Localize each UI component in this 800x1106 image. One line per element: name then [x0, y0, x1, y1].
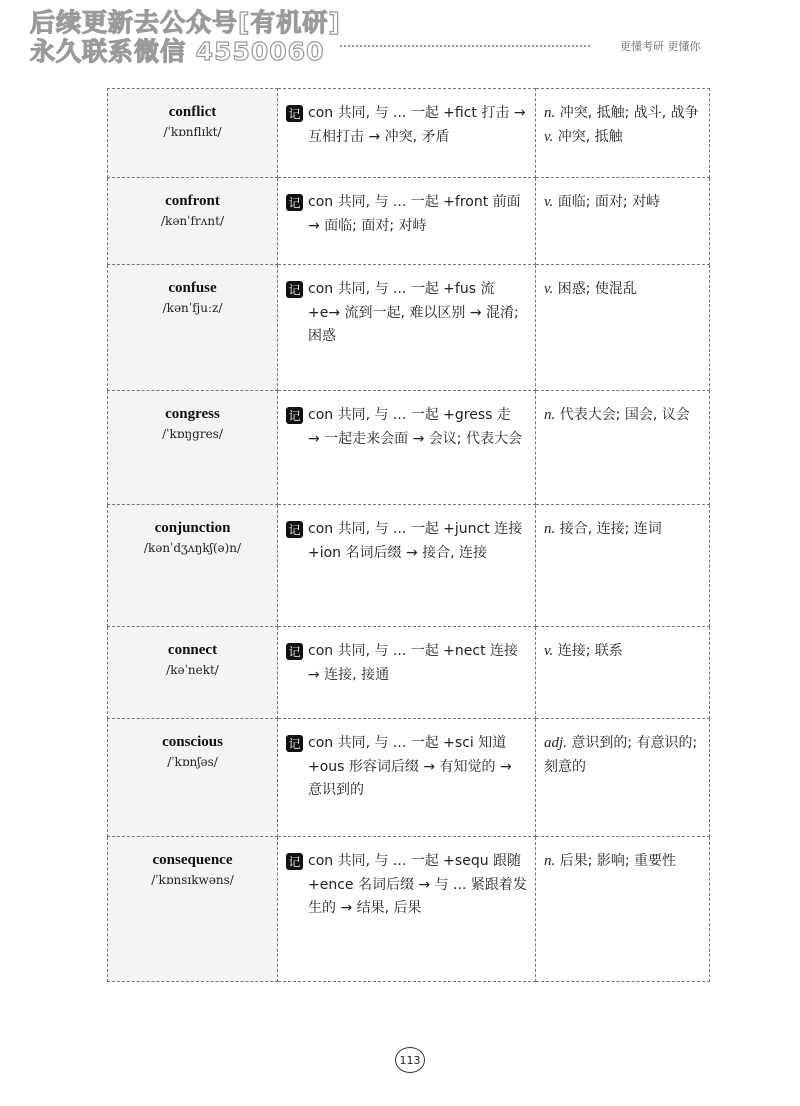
memory-tip-cell: [278, 178, 536, 265]
meanings: [544, 732, 701, 779]
memory-tip: [286, 278, 527, 349]
memory-tip: [286, 102, 527, 149]
memory-tip-cell: [278, 89, 536, 178]
memo-icon: 记: [286, 407, 303, 424]
meaning-text: 接合, 连接; 连词: [559, 521, 662, 537]
part-of-speech: n.: [544, 853, 556, 869]
word-cell: [108, 89, 278, 178]
memory-tip-text: con 共同, 与 ... 一起 +fict 打击 → 互相打击 → 冲突, 矛盾: [308, 105, 526, 145]
memo-icon: 记: [286, 194, 303, 211]
vocabulary-table: [107, 88, 710, 982]
watermark-line-2: 永久联系微信 4550060: [30, 37, 325, 66]
phonetic: /kənˈdʒʌŋkʃ(ə)n/: [143, 541, 242, 555]
meanings: [544, 102, 701, 149]
word-cell: [108, 265, 278, 391]
memory-tip: [286, 518, 527, 565]
part-of-speech: n.: [544, 407, 556, 423]
word-cell: [108, 391, 278, 505]
phonetic: /ˈkɒnflɪkt/: [163, 125, 222, 139]
headword: congress: [165, 406, 220, 422]
memory-tip-cell: [278, 837, 536, 982]
phonetic: /kənˈfrʌnt/: [161, 214, 224, 228]
meanings: [544, 850, 701, 874]
meaning-line: [544, 518, 701, 542]
header-divider: [340, 45, 590, 47]
meaning-line: [544, 850, 701, 874]
meaning-cell: [536, 505, 710, 627]
watermark-line-1: 后续更新去公众号[有机研]: [30, 8, 341, 37]
meaning-text: 冲突, 抵触: [557, 128, 623, 145]
part-of-speech: adj.: [544, 735, 567, 751]
headword: connect: [167, 642, 218, 658]
table-row: [108, 627, 710, 719]
memo-icon: 记: [286, 105, 303, 122]
phonetic: /ˈkɒnsɪkwəns/: [151, 873, 234, 887]
memory-tip-text: con 共同, 与 ... 一起 +gress 走 → 一起走来会面 → 会议; 代表大会: [308, 407, 522, 447]
meaning-text: 后果; 影响; 重要性: [559, 853, 677, 869]
meanings: [544, 640, 701, 664]
headword: conflict: [168, 104, 217, 120]
memory-tip-cell: [278, 265, 536, 391]
headword: confront: [165, 193, 220, 209]
table-row: [108, 265, 710, 391]
word-cell: [108, 178, 278, 265]
memo-icon: 记: [286, 643, 303, 660]
table-row: [108, 837, 710, 982]
memo-icon: 记: [286, 853, 303, 870]
headword: conscious: [162, 734, 223, 750]
meaning-line: [544, 732, 701, 779]
word-cell: [108, 627, 278, 719]
meaning-cell: [536, 719, 710, 837]
phonetic: /kənˈfjuːz/: [162, 301, 223, 315]
phonetic: /ˈkɒnʃəs/: [167, 755, 218, 769]
meanings: [544, 404, 701, 428]
part-of-speech: n.: [544, 521, 556, 537]
memo-icon: 记: [286, 735, 303, 752]
headword: consequence: [152, 852, 233, 868]
vocabulary-table-body: [108, 89, 710, 982]
table-row: [108, 178, 710, 265]
table-row: [108, 89, 710, 178]
meaning-cell: [536, 178, 710, 265]
memory-tip-text: con 共同, 与 ... 一起 +sequ 跟随 +ence 名词后缀 → 与 ... 紧跟着发生的 → 结果, 后果: [308, 853, 527, 916]
word-cell: [108, 505, 278, 627]
memory-tip-text: con 共同, 与 ... 一起 +junct 连接 +ion 名词后缀 → 接合, 连接: [308, 521, 523, 561]
page-number: 113: [395, 1047, 425, 1073]
meaning-cell: [536, 627, 710, 719]
meaning-line: [544, 126, 701, 150]
meanings: [544, 518, 701, 542]
memory-tip-text: con 共同, 与 ... 一起 +nect 连接 → 连接, 接通: [308, 643, 519, 683]
memory-tip: [286, 404, 527, 451]
headword: conjunction: [154, 520, 231, 536]
memory-tip-text: con 共同, 与 ... 一起 +front 前面 → 面临; 面对; 对峙: [308, 194, 521, 234]
meaning-text: 冲突, 抵触; 战斗, 战争: [559, 105, 699, 121]
memory-tip-text: con 共同, 与 ... 一起 +fus 流 +e→ 流到一起, 难以区别 → 混淆; 困惑: [308, 281, 519, 344]
memory-tip: [286, 850, 527, 921]
memory-tip: [286, 640, 527, 687]
meaning-cell: [536, 89, 710, 178]
table-row: [108, 391, 710, 505]
meaning-text: 面临; 面对; 对峙: [557, 194, 661, 210]
meaning-text: 连接; 联系: [557, 643, 623, 659]
header-slogan: 更懂考研 更懂你: [620, 40, 701, 53]
phonetic: /kəˈnekt/: [166, 663, 219, 677]
meaning-text: 困惑; 使混乱: [557, 281, 637, 297]
memory-tip-cell: [278, 391, 536, 505]
memo-icon: 记: [286, 521, 303, 538]
meaning-cell: [536, 391, 710, 505]
meaning-line: [544, 404, 701, 428]
part-of-speech: v.: [544, 643, 554, 659]
memory-tip-cell: [278, 505, 536, 627]
table-row: [108, 505, 710, 627]
meaning-line: [544, 102, 701, 126]
part-of-speech: n.: [544, 105, 556, 121]
part-of-speech: v.: [544, 128, 554, 145]
meaning-line: [544, 278, 701, 302]
headword: confuse: [168, 280, 217, 296]
meaning-cell: [536, 837, 710, 982]
meanings: [544, 278, 701, 302]
word-cell: [108, 837, 278, 982]
memory-tip: [286, 732, 527, 803]
part-of-speech: v.: [544, 194, 554, 210]
table-row: [108, 719, 710, 837]
word-cell: [108, 719, 278, 837]
meaning-cell: [536, 265, 710, 391]
memory-tip-cell: [278, 627, 536, 719]
meaning-text: 代表大会; 国会, 议会: [559, 407, 690, 423]
memory-tip: [286, 191, 527, 238]
watermark: [30, 8, 341, 66]
phonetic: /ˈkɒŋgres/: [162, 427, 223, 441]
meaning-line: [544, 191, 701, 215]
part-of-speech: v.: [544, 281, 554, 297]
meanings: [544, 191, 701, 215]
memory-tip-text: con 共同, 与 ... 一起 +sci 知道 +ous 形容词后缀 → 有知觉的 → 意识到的: [308, 735, 512, 798]
meaning-text: 意识到的; 有意识的; 刻意的: [544, 735, 698, 775]
memo-icon: 记: [286, 281, 303, 298]
memory-tip-cell: [278, 719, 536, 837]
meaning-line: [544, 640, 701, 664]
